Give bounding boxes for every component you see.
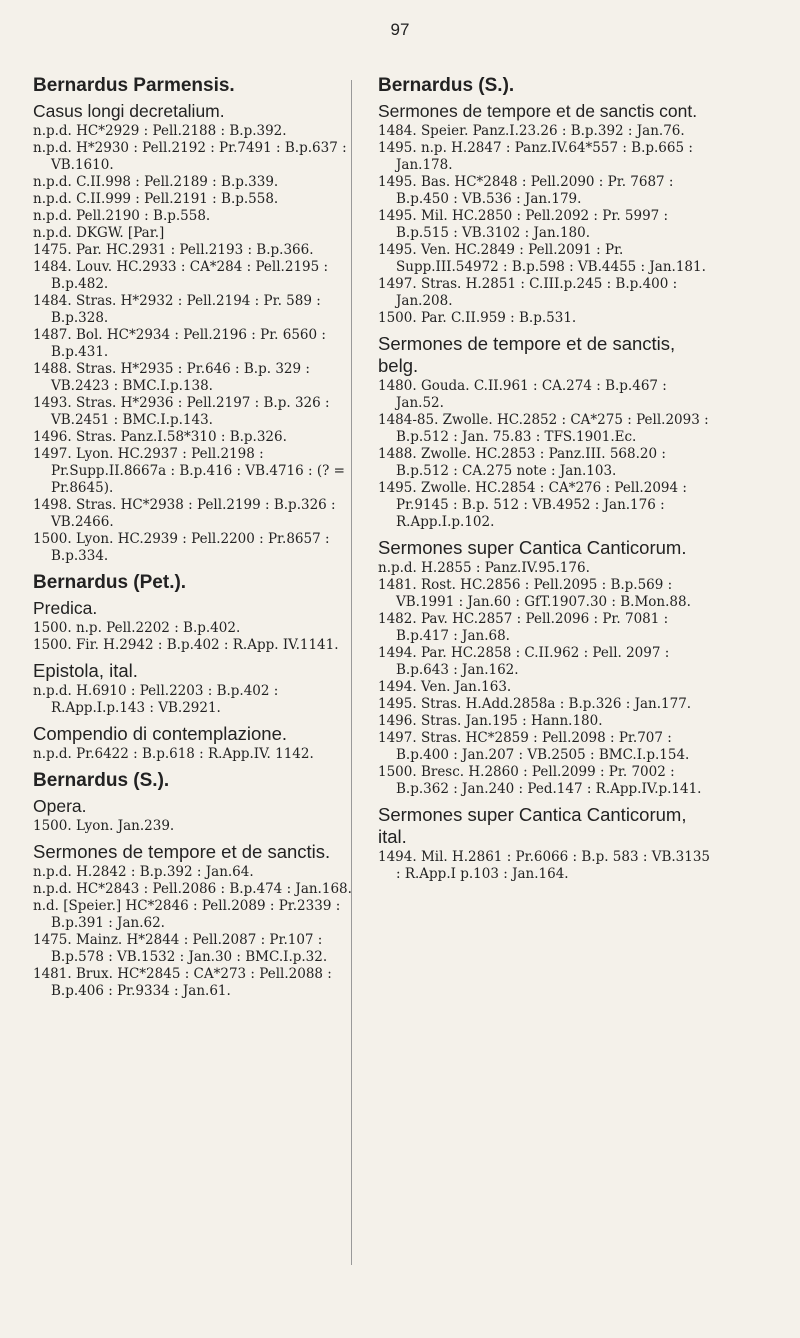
edition-entry: n.p.d. DKGW. [Par.] <box>33 225 165 241</box>
right-column <box>378 70 718 883</box>
edition-entry: 1475. Mainz. H*2844 : Pell.2087 : Pr.107 : B.p.578 : VB.1532 : Jan.30 : BMC.I.p.32. <box>33 932 328 965</box>
work-title: Sermones de tempore et de sanctis. <box>33 841 331 862</box>
edition-entry: n.p.d. HC*2929 : Pell.2188 : B.p.392. <box>33 123 287 139</box>
edition-entry: 1494. Par. HC.2858 : C.II.962 : Pell. 2097 : B.p.643 : Jan.162. <box>378 645 670 678</box>
edition-entry: 1494. Ven. Jan.163. <box>378 679 512 695</box>
edition-entry: n.p.d. C.II.999 : Pell.2191 : B.p.558. <box>33 191 279 207</box>
edition-entry: 1484. Stras. H*2932 : Pell.2194 : Pr. 589 : B.p.328. <box>33 293 321 326</box>
work-title: Sermones super Cantica Canticorum, ital. <box>378 804 687 847</box>
work-title: Opera. <box>33 796 87 816</box>
edition-entry: n.p.d. Pell.2190 : B.p.558. <box>33 208 211 224</box>
edition-entry: 1495. Zwolle. HC.2854 : CA*276 : Pell.2094 : Pr.9145 : B.p. 512 : VB.4952 : Jan.176 : R.App.I.p.102. <box>378 480 687 530</box>
catalog-section <box>33 769 355 835</box>
catalog-section <box>378 804 718 883</box>
edition-entry: 1484-85. Zwolle. HC.2852 : CA*275 : Pell.2093 : B.p.512 : Jan. 75.83 : TFS.1901.Ec. <box>378 412 709 445</box>
edition-entry: 1497. Stras. HC*2859 : Pell.2098 : Pr.707 : B.p.400 : Jan.207 : VB.2505 : BMC.I.p.154. <box>378 730 690 763</box>
edition-entry: 1482. Pav. HC.2857 : Pell.2096 : Pr. 7081 : B.p.417 : Jan.68. <box>378 611 669 644</box>
catalog-section <box>33 571 355 654</box>
edition-entry: 1494. Mil. H.2861 : Pr.6066 : B.p. 583 : VB.3135 : R.App.I p.103 : Jan.164. <box>378 849 711 882</box>
author-heading: Bernardus Parmensis. <box>33 75 235 96</box>
edition-entry: n.p.d. H.2855 : Panz.IV.95.176. <box>378 560 590 576</box>
edition-entry: 1496. Stras. Jan.195 : Hann.180. <box>378 713 603 729</box>
edition-entry: 1500. Lyon. Jan.239. <box>33 818 175 834</box>
edition-entry: 1484. Speier. Panz.I.23.26 : B.p.392 : Jan.76. <box>378 123 685 139</box>
catalog-section <box>33 660 355 717</box>
edition-entry: n.p.d. H.2842 : B.p.392 : Jan.64. <box>33 864 254 880</box>
edition-entry: 1480. Gouda. C.II.961 : CA.274 : B.p.467 : Jan.52. <box>378 378 667 411</box>
edition-entry: 1495. Stras. H.Add.2858a : B.p.326 : Jan.177. <box>378 696 692 712</box>
catalog-section <box>378 74 718 327</box>
page-number: 97 <box>390 20 410 39</box>
edition-entry: 1496. Stras. Panz.I.58*310 : B.p.326. <box>33 429 287 445</box>
edition-entry: n.p.d. HC*2843 : Pell.2086 : B.p.474 : Jan.168. <box>33 881 352 897</box>
edition-entry: 1495. Ven. HC.2849 : Pell.2091 : Pr. Supp.III.54972 : B.p.598 : VB.4455 : Jan.181. <box>378 242 706 275</box>
work-title: Epistola, ital. <box>33 660 138 681</box>
work-title: Sermones super Cantica Canticorum. <box>378 537 687 558</box>
catalog-section <box>33 74 355 565</box>
edition-entry: 1500. Bresc. H.2860 : Pell.2099 : Pr. 7002 : B.p.362 : Jan.240 : Ped.147 : R.App.IV.p.141. <box>378 764 702 797</box>
edition-entry: 1498. Stras. HC*2938 : Pell.2199 : B.p.326 : VB.2466. <box>33 497 336 530</box>
edition-entry: 1500. Par. C.II.959 : B.p.531. <box>378 310 577 326</box>
edition-entry: 1495. n.p. H.2847 : Panz.IV.64*557 : B.p.665 : Jan.178. <box>378 140 693 173</box>
edition-entry: 1484. Louv. HC.2933 : CA*284 : Pell.2195 : B.p.482. <box>33 259 329 292</box>
edition-entry: 1495. Mil. HC.2850 : Pell.2092 : Pr. 5997 : B.p.515 : VB.3102 : Jan.180. <box>378 208 669 241</box>
edition-entry: 1493. Stras. H*2936 : Pell.2197 : B.p. 326 : VB.2451 : BMC.I.p.143. <box>33 395 330 428</box>
edition-entry: 1500. Fir. H.2942 : B.p.402 : R.App. IV.1141. <box>33 637 339 653</box>
author-heading: Bernardus (Pet.). <box>33 572 187 593</box>
edition-entry: n.p.d. H*2930 : Pell.2192 : Pr.7491 : B.p.637 : VB.1610. <box>33 140 347 173</box>
catalog-section <box>33 723 355 763</box>
work-title: Sermones de tempore et de sanctis cont. <box>378 101 698 121</box>
author-heading: Bernardus (S.). <box>33 770 170 791</box>
edition-entry: 1488. Zwolle. HC.2853 : Panz.III. 568.20 : B.p.512 : CA.275 note : Jan.103. <box>378 446 666 479</box>
edition-entry: 1500. n.p. Pell.2202 : B.p.402. <box>33 620 241 636</box>
left-column <box>33 70 355 1000</box>
edition-entry: 1481. Brux. HC*2845 : CA*273 : Pell.2088 : B.p.406 : Pr.9334 : Jan.61. <box>33 966 332 999</box>
author-heading: Bernardus (S.). <box>378 75 515 96</box>
edition-entry: n.p.d. H.6910 : Pell.2203 : B.p.402 : R.App.I.p.143 : VB.2921. <box>33 683 279 716</box>
edition-entry: 1495. Bas. HC*2848 : Pell.2090 : Pr. 7687 : B.p.450 : VB.536 : Jan.179. <box>378 174 674 207</box>
catalog-section <box>378 333 718 531</box>
edition-entry: 1500. Lyon. HC.2939 : Pell.2200 : Pr.8657 : B.p.334. <box>33 531 330 564</box>
edition-entry: 1497. Lyon. HC.2937 : Pell.2198 : Pr.Supp.II.8667a : B.p.416 : VB.4716 : (? = Pr.8645). <box>33 446 345 496</box>
edition-entry: n.p.d. Pr.6422 : B.p.618 : R.App.IV. 1142. <box>33 746 314 762</box>
work-title: Predica. <box>33 598 98 618</box>
work-title: Compendio di contemplazione. <box>33 723 288 744</box>
edition-entry: 1481. Rost. HC.2856 : Pell.2095 : B.p.569 : VB.1991 : Jan.60 : GfT.1907.30 : B.Mon.88. <box>378 577 691 610</box>
work-title: Sermones de tempore et de sanctis, belg. <box>378 333 676 376</box>
catalog-section <box>378 537 718 798</box>
catalog-section <box>33 841 355 1000</box>
edition-entry: 1487. Bol. HC*2934 : Pell.2196 : Pr. 6560 : B.p.431. <box>33 327 326 360</box>
edition-entry: 1475. Par. HC.2931 : Pell.2193 : B.p.366. <box>33 242 314 258</box>
edition-entry: n.d. [Speier.] HC*2846 : Pell.2089 : Pr.2339 : B.p.391 : Jan.62. <box>33 898 341 931</box>
edition-entry: 1497. Stras. H.2851 : C.III.p.245 : B.p.400 : Jan.208. <box>378 276 678 309</box>
work-title: Casus longi decretalium. <box>33 101 225 121</box>
edition-entry: n.p.d. C.II.998 : Pell.2189 : B.p.339. <box>33 174 279 190</box>
edition-entry: 1488. Stras. H*2935 : Pr.646 : B.p. 329 : VB.2423 : BMC.I.p.138. <box>33 361 310 394</box>
